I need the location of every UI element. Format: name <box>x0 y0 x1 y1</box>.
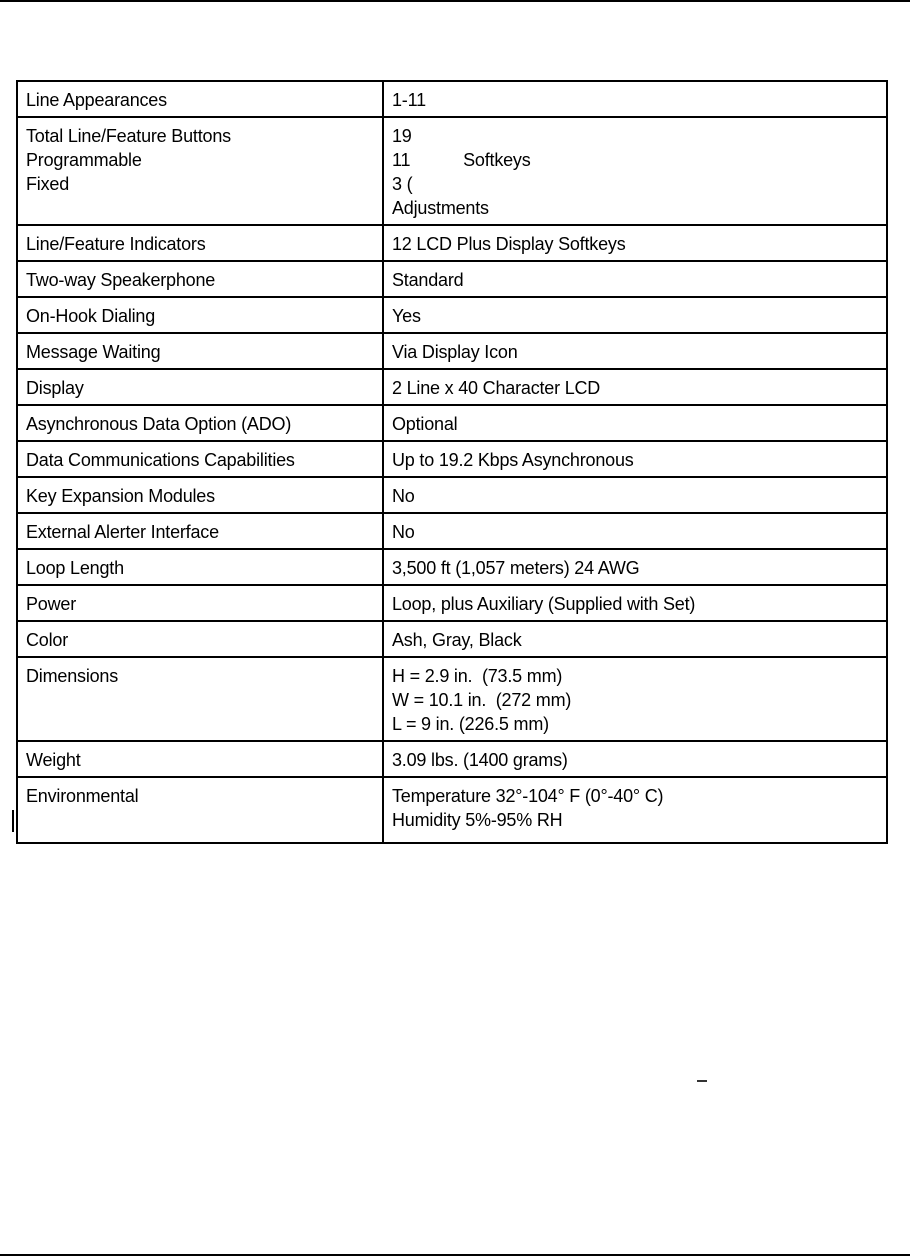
spec-value: L = 9 in. (226.5 mm) <box>392 714 549 734</box>
spec-value-cell <box>383 225 887 261</box>
table-row <box>17 405 887 441</box>
table-row <box>17 777 887 843</box>
spec-label-cell <box>17 81 383 117</box>
spec-label-cell <box>17 261 383 297</box>
spec-label-cell <box>17 777 383 843</box>
spec-value: Loop, plus Auxiliary (Supplied with Set) <box>392 594 696 614</box>
spec-value: 12 LCD Plus Display Softkeys <box>392 234 626 254</box>
spec-value: 11 Softkeys <box>392 150 531 170</box>
spec-value-cell <box>383 405 887 441</box>
spec-value-cell <box>383 513 887 549</box>
spec-value: H = 2.9 in. (73.5 mm) <box>392 666 563 686</box>
table-row <box>17 297 887 333</box>
spec-label-cell <box>17 477 383 513</box>
top-rule <box>0 0 910 2</box>
spec-label-cell <box>17 297 383 333</box>
spec-label-cell <box>17 405 383 441</box>
spec-value-cell <box>383 297 887 333</box>
spec-value: 19 <box>392 126 412 146</box>
scan-mark <box>12 810 14 832</box>
table-row <box>17 333 887 369</box>
scan-speck <box>697 1080 707 1082</box>
spec-value: Yes <box>392 306 421 326</box>
spec-label: Two-way Speakerphone <box>26 270 216 290</box>
spec-label: Color <box>26 630 69 650</box>
spec-label-cell <box>17 513 383 549</box>
spec-label-cell <box>17 441 383 477</box>
spec-label: Weight <box>26 750 81 770</box>
table-row <box>17 81 887 117</box>
spec-label-cell <box>17 369 383 405</box>
specifications-table <box>16 80 888 844</box>
spec-value-cell <box>383 117 887 225</box>
spec-value: No <box>392 486 415 506</box>
spec-label: Programmable <box>26 150 142 170</box>
spec-value-cell <box>383 441 887 477</box>
spec-label: Line/Feature Indicators <box>26 234 206 254</box>
spec-value-cell <box>383 261 887 297</box>
spec-label-cell <box>17 657 383 741</box>
table-row <box>17 369 887 405</box>
table-row <box>17 741 887 777</box>
spec-label: Key Expansion Modules <box>26 486 215 506</box>
spec-value: Optional <box>392 414 458 434</box>
spec-label-cell <box>17 225 383 261</box>
table-row <box>17 117 887 225</box>
table-row <box>17 477 887 513</box>
spec-value-cell <box>383 333 887 369</box>
spec-value-cell <box>383 81 887 117</box>
spec-label-cell <box>17 333 383 369</box>
spec-label: Line Appearances <box>26 90 167 110</box>
spec-value: 1-11 <box>392 90 426 110</box>
table-row <box>17 621 887 657</box>
spec-label: Dimensions <box>26 666 119 686</box>
spec-label: Total Line/Feature Buttons <box>26 126 231 146</box>
spec-value-cell <box>383 657 887 741</box>
spec-label: Data Communications Capabilities <box>26 450 295 470</box>
spec-label: Display <box>26 378 84 398</box>
spec-value-cell <box>383 549 887 585</box>
spec-label-cell <box>17 549 383 585</box>
spec-label: Power <box>26 594 77 614</box>
spec-value: 3 ( <box>392 174 413 194</box>
spec-label: Loop Length <box>26 558 124 578</box>
table-row <box>17 657 887 741</box>
spec-label: External Alerter Interface <box>26 522 219 542</box>
table-row <box>17 441 887 477</box>
spec-label: Environmental <box>26 786 139 806</box>
spec-value: 3,500 ft (1,057 meters) 24 AWG <box>392 558 640 578</box>
spec-value-cell <box>383 585 887 621</box>
spec-label-cell <box>17 621 383 657</box>
spec-value: 3.09 lbs. (1400 grams) <box>392 750 568 770</box>
spec-label-cell <box>17 117 383 225</box>
table-row <box>17 513 887 549</box>
spec-value-cell <box>383 621 887 657</box>
bottom-rule <box>0 1254 910 1256</box>
spec-value-cell <box>383 741 887 777</box>
spec-value: Up to 19.2 Kbps Asynchronous <box>392 450 634 470</box>
table-row <box>17 225 887 261</box>
table-row <box>17 549 887 585</box>
spec-value: No <box>392 522 415 542</box>
spec-label: On-Hook Dialing <box>26 306 156 326</box>
table-row <box>17 585 887 621</box>
table-row <box>17 261 887 297</box>
spec-value: Adjustments <box>392 198 489 218</box>
spec-label: Fixed <box>26 174 70 194</box>
spec-label-cell <box>17 741 383 777</box>
spec-value: Standard <box>392 270 464 290</box>
spec-value-cell <box>383 369 887 405</box>
spec-value: Humidity 5%-95% RH <box>392 810 563 830</box>
spec-value: Ash, Gray, Black <box>392 630 522 650</box>
spec-value-cell <box>383 477 887 513</box>
spec-value-cell <box>383 777 887 843</box>
spec-label: Message Waiting <box>26 342 161 362</box>
spec-value: Temperature 32°-104° F (0°-40° C) <box>392 786 664 806</box>
spec-value: 2 Line x 40 Character LCD <box>392 378 601 398</box>
spec-value: Via Display Icon <box>392 342 518 362</box>
spec-label: Asynchronous Data Option (ADO) <box>26 414 292 434</box>
spec-label-cell <box>17 585 383 621</box>
spec-value: W = 10.1 in. (272 mm) <box>392 690 572 710</box>
